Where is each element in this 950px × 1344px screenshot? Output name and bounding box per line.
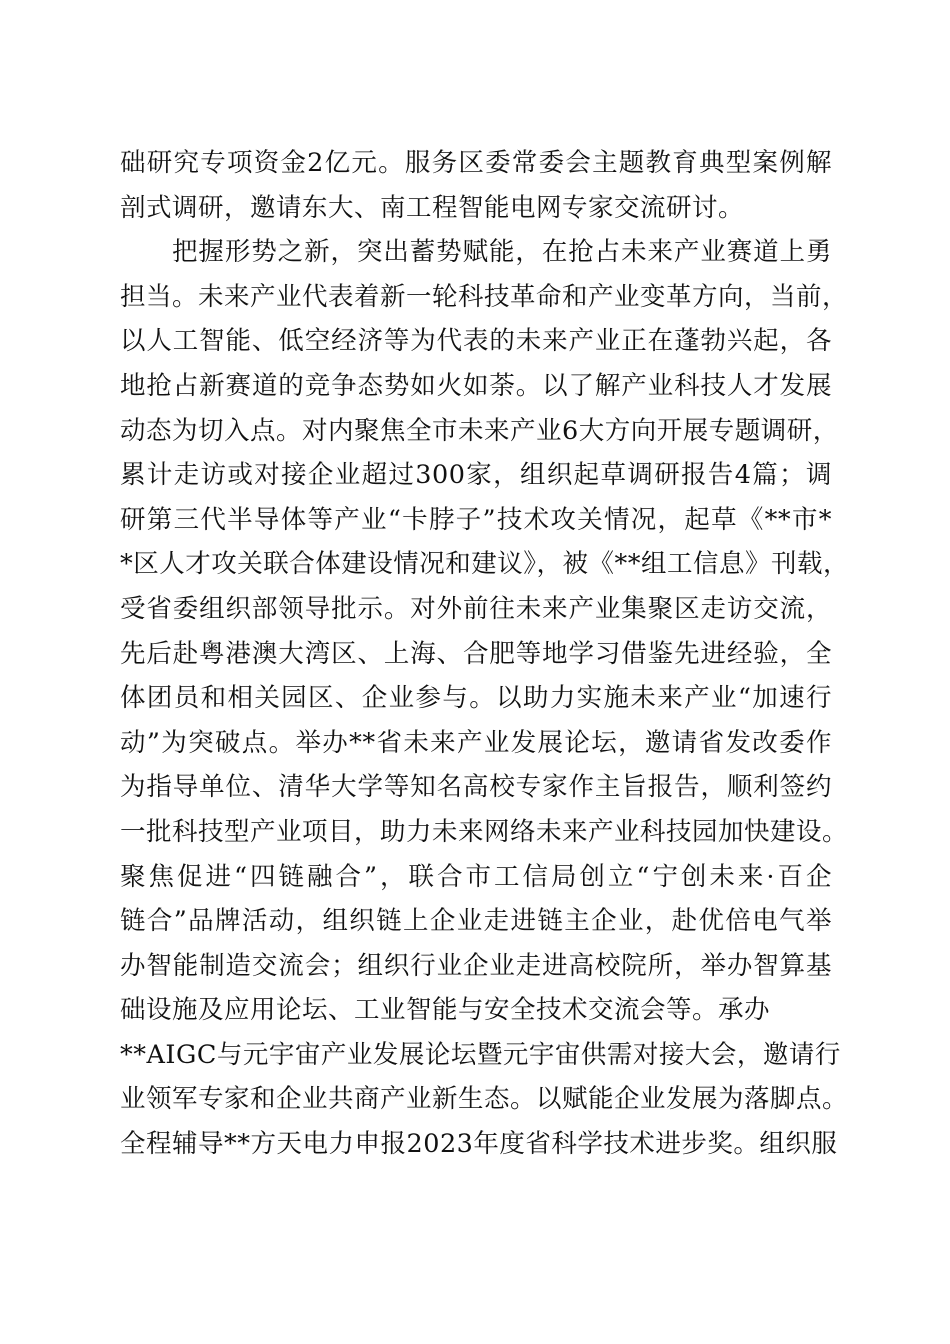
text-line: 研第三代半导体等产业“卡脖子”技术攻关情况，起草《**市* xyxy=(120,504,832,535)
text-line: 先后赴粤港澳大湾区、上海、合肥等地学习借鉴先进经验，全 xyxy=(120,638,832,669)
paragraph-first-line: 把握形势之新，突出蓄势赋能，在抢占未来产业赛道上勇 xyxy=(172,237,832,268)
text-line: 受省委组织部领导批示。对外前往未来产业集聚区走访交流， xyxy=(120,593,832,624)
document-body xyxy=(120,141,850,1167)
text-line: 为指导单位、清华大学等知名高校专家作主旨报告，顺利签约 xyxy=(120,772,832,803)
text-line: 动态为切入点。对内聚焦全市未来产业6大方向开展专题调研， xyxy=(120,415,839,446)
text-line: 担当。未来产业代表着新一轮科技革命和产业变革方向，当前， xyxy=(120,281,849,312)
text-line: **AIGC与元宇宙产业发展论坛暨元宇宙供需对接大会，邀请行 xyxy=(120,1039,841,1070)
text-line: 累计走访或对接企业超过300家，组织起草调研报告4篇；调 xyxy=(120,460,832,491)
text-line: 聚焦促进“四链融合”，联合市工信局创立“宁创未来·百企 xyxy=(120,861,832,892)
text-line: 础研究专项资金2亿元。服务区委常委会主题教育典型案例解 xyxy=(120,148,832,178)
text-line: *区人才攻关联合体建设情况和建议》，被《**组工信息》刊载， xyxy=(120,549,850,580)
text-line: 剖式调研，邀请东大、南工程智能电网专家交流研讨。 xyxy=(120,192,745,223)
text-line: 全程辅导**方天电力申报2023年度省科学技术进步奖。组织服 xyxy=(120,1129,838,1160)
text-line: 以人工智能、低空经济等为代表的未来产业正在蓬勃兴起，各 xyxy=(120,326,832,357)
text-line: 础设施及应用论坛、工业智能与安全技术交流会等。承办 xyxy=(120,995,771,1026)
text-line: 地抢占新赛道的竞争态势如火如荼。以了解产业科技人才发展 xyxy=(120,370,832,401)
text-line: 体团员和相关园区、企业参与。以助力实施未来产业“加速行 xyxy=(120,683,832,714)
text-line: 业领军专家和企业共商产业新生态。以赋能企业发展为落脚点。 xyxy=(120,1084,849,1115)
text-line: 动”为突破点。举办**省未来产业发展论坛，邀请省发改委作 xyxy=(120,727,832,758)
text-line: 链合”品牌活动，组织链上企业走进链主企业，赴优倍电气举 xyxy=(120,906,832,937)
text-line: 一批科技型产业项目，助力未来网络未来产业科技园加快建设。 xyxy=(120,816,849,847)
text-line: 办智能制造交流会；组织行业企业走进高校院所，举办智算基 xyxy=(120,950,832,981)
